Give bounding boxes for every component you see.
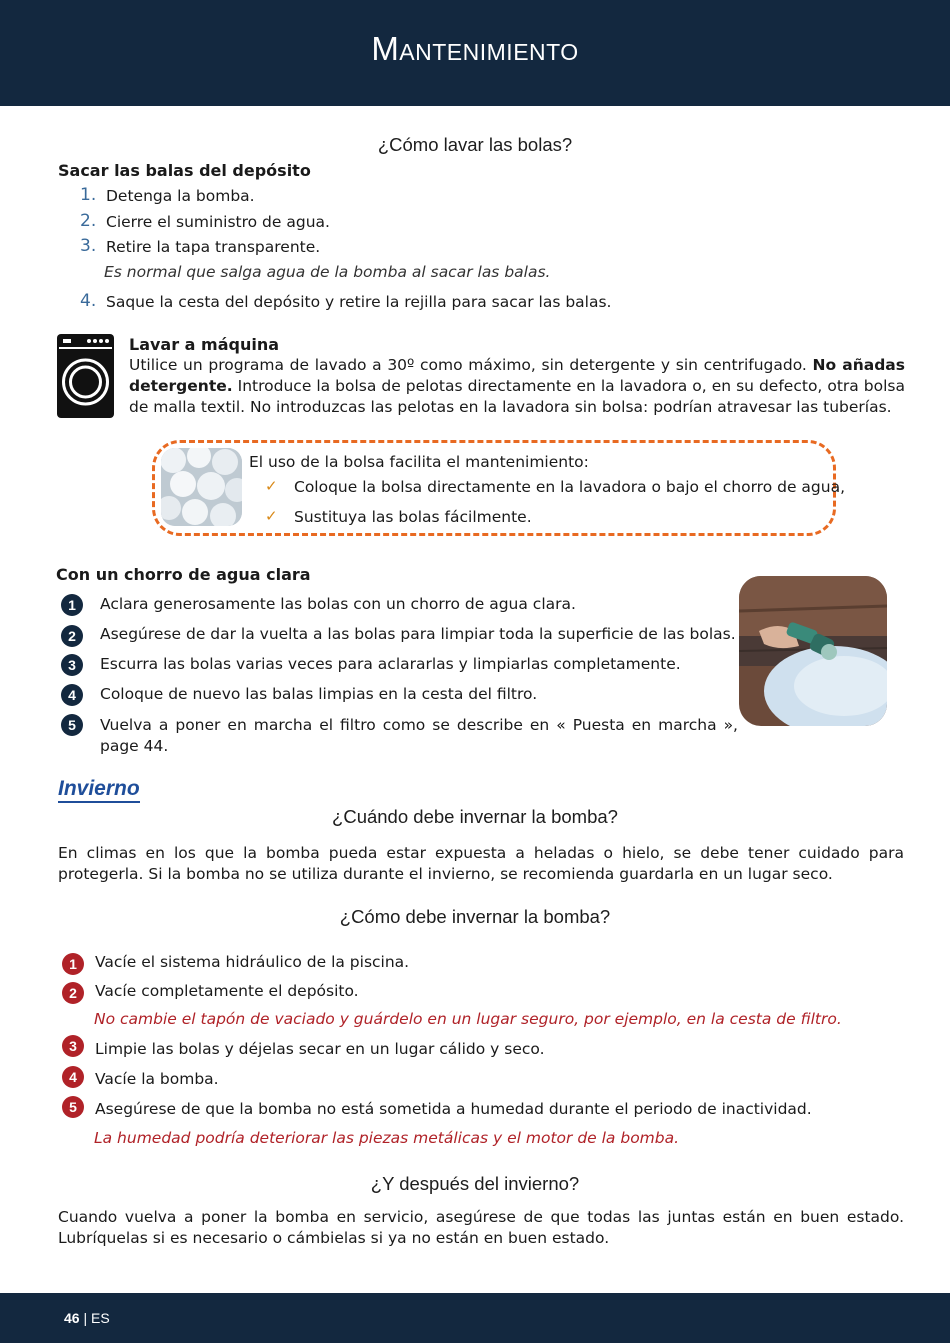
bag-intro: El uso de la bolsa facilita el mantenimiento: [249,453,589,471]
page-number-value: 46 [64,1310,80,1326]
washing-machine-icon [57,334,114,418]
machine-text-part-1: Utilice un programa de lavado a 30º como máximo, sin detergente y sin centrifugado. [129,356,813,374]
step-number: 1. [80,185,97,205]
step-number: 4. [80,291,97,311]
step-number-badge: 1 [62,953,84,975]
check-icon: ✓ [265,507,278,525]
step-number-badge: 4 [61,684,83,706]
filter-balls-photo [161,448,242,526]
footer-separator: | [79,1310,91,1326]
jet-heading: Con un chorro de agua clara [56,565,311,584]
wash-step-3: Retire la tapa transparente. [106,238,321,256]
when-winterize-heading: ¿Cuándo debe invernar la bomba? [332,806,618,827]
jet-step-5: Vuelva a poner en marcha el filtro como se describe en « Puesta en marcha », page 44. [100,716,738,755]
wash-heading: ¿Cómo lavar las bolas? [377,134,573,155]
step-number-badge: 5 [61,714,83,736]
wash-step-4: Saque la cesta del depósito y retire la rejilla para sacar las balas. [106,293,612,311]
step-number: 3. [80,236,97,256]
winter-step-3: Limpie las bolas y déjelas secar en un lugar cálido y seco. [95,1040,545,1058]
bag-benefit-2: Sustituya las bolas fácilmente. [294,508,532,526]
wash-step-1: Detenga la bomba. [106,187,255,205]
bag-benefit-1: Coloque la bolsa directamente en la lavadora o bajo el chorro de agua, [294,478,845,496]
jet-step-3: Escurra las bolas varias veces para aclararlas y limpiarlas completamente. [100,655,681,673]
page-footer [0,1293,950,1343]
page-number [64,1310,110,1326]
step-number-badge: 2 [62,982,84,1004]
after-winter-heading: ¿Y después del invierno? [370,1173,580,1194]
machine-wash-text [129,355,905,418]
winter-step-5: Asegúrese de que la bomba no está sometida a humedad durante el periodo de inactividad. [95,1100,812,1118]
hose-rinsing-photo [739,576,887,726]
winter-step-4: Vacíe la bomba. [95,1070,219,1088]
language-code: ES [91,1310,110,1326]
winter-step-2: Vacíe completamente el depósito. [95,982,359,1000]
page-header [0,0,950,106]
step-number-badge: 5 [62,1096,84,1118]
machine-text-part-2: Introduce la bolsa de pelotas directamente en la lavadora o, en su defecto, otra bolsa de malla textil. No introduzcas las pelotas en la lavadora sin bolsa: podrían atravesar las tuberías. [129,377,905,416]
jet-step-4: Coloque de nuevo las balas limpias en la cesta del filtro. [100,685,538,703]
how-winterize-heading: ¿Cómo debe invernar la bomba? [339,906,611,927]
winter-intro-paragraph: En climas en los que la bomba pueda estar expuesta a heladas o hielo, se debe tener cuidado para protegerla. Si la bomba no se utiliza durante el invierno, se recomienda guardarla en un lugar seco. [58,844,904,883]
check-icon: ✓ [265,477,278,495]
wash-step-2: Cierre el suministro de agua. [106,213,330,231]
winter-section-title: Invierno [58,777,140,803]
step-number: 2. [80,211,97,231]
jet-step-2: Asegúrese de dar la vuelta a las bolas para limpiar toda la superficie de las bolas. [100,625,736,643]
jet-step-1: Aclara generosamente las bolas con un chorro de agua clara. [100,595,576,613]
step-number-badge: 1 [61,594,83,616]
machine-wash-title: Lavar a máquina [129,335,280,354]
remove-balls-subheading: Sacar las balas del depósito [58,161,311,180]
machine-bold-warning: No añadas detergente. [129,356,905,395]
after-winter-paragraph: Cuando vuelva a poner la bomba en servicio, asegúrese de que todas las juntas están en buen estado. Lubríquelas si es necesario o cámbielas si ya no están en buen estado. [58,1208,904,1247]
winter-note-drain-plug: No cambie el tapón de vaciado y guárdelo en un lugar seguro, por ejemplo, en la cesta de filtro. [94,1010,842,1028]
wash-note: Es normal que salga agua de la bomba al sacar las balas. [104,263,551,281]
step-number-badge: 3 [61,654,83,676]
step-number-badge: 3 [62,1035,84,1057]
step-number-badge: 4 [62,1066,84,1088]
step-number-badge: 2 [61,625,83,647]
winter-step-1: Vacíe el sistema hidráulico de la piscina. [95,953,410,971]
winter-note-humidity: La humedad podría deteriorar las piezas metálicas y el motor de la bomba. [94,1129,680,1147]
page-title: Mantenimiento [371,30,579,67]
